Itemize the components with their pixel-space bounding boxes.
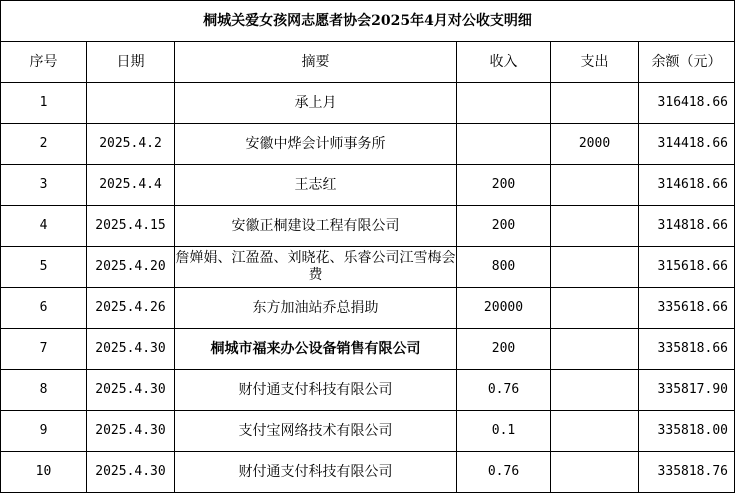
cell-no: 3 <box>1 165 87 206</box>
cell-no: 5 <box>1 247 87 288</box>
cell-expense <box>551 288 639 329</box>
cell-income: 200 <box>457 206 551 247</box>
cell-date: 2025.4.30 <box>87 370 175 411</box>
table-title: 桐城关爱女孩网志愿者协会2025年4月对公收支明细 <box>1 1 735 42</box>
cell-expense <box>551 247 639 288</box>
cell-date: 2025.4.2 <box>87 124 175 165</box>
cell-income <box>457 124 551 165</box>
title-row <box>1 1 735 42</box>
cell-expense <box>551 411 639 452</box>
cell-summary: 桐城市福来办公设备销售有限公司 <box>175 329 457 370</box>
cell-summary: 承上月 <box>175 83 457 124</box>
cell-expense <box>551 452 639 493</box>
cell-no: 2 <box>1 124 87 165</box>
cell-summary: 财付通支付科技有限公司 <box>175 452 457 493</box>
cell-no: 1 <box>1 83 87 124</box>
table-row <box>1 411 735 452</box>
cell-income: 800 <box>457 247 551 288</box>
table-row <box>1 247 735 288</box>
cell-balance: 335618.66 <box>639 288 735 329</box>
cell-no: 7 <box>1 329 87 370</box>
cell-date: 2025.4.30 <box>87 329 175 370</box>
cell-expense <box>551 206 639 247</box>
cell-income: 0.1 <box>457 411 551 452</box>
cell-no: 8 <box>1 370 87 411</box>
cell-balance: 314818.66 <box>639 206 735 247</box>
cell-income: 0.76 <box>457 370 551 411</box>
cell-balance: 314418.66 <box>639 124 735 165</box>
col-header-income: 收入 <box>457 42 551 83</box>
cell-income: 20000 <box>457 288 551 329</box>
cell-income: 200 <box>457 329 551 370</box>
cell-balance: 314618.66 <box>639 165 735 206</box>
table-row <box>1 329 735 370</box>
cell-balance: 335817.90 <box>639 370 735 411</box>
table-row <box>1 288 735 329</box>
cell-balance: 316418.66 <box>639 83 735 124</box>
cell-date: 2025.4.30 <box>87 411 175 452</box>
cell-date: 2025.4.4 <box>87 165 175 206</box>
cell-expense <box>551 165 639 206</box>
cell-date <box>87 83 175 124</box>
cell-no: 10 <box>1 452 87 493</box>
cell-date: 2025.4.26 <box>87 288 175 329</box>
cell-balance: 315618.66 <box>639 247 735 288</box>
cell-balance: 335818.66 <box>639 329 735 370</box>
cell-income <box>457 83 551 124</box>
col-header-date: 日期 <box>87 42 175 83</box>
cell-summary: 詹婵娟、江盈盈、刘晓花、乐睿公司江雪梅会费 <box>175 247 457 288</box>
cell-summary: 安徽正桐建设工程有限公司 <box>175 206 457 247</box>
col-header-expense: 支出 <box>551 42 639 83</box>
cell-expense: 2000 <box>551 124 639 165</box>
col-header-no: 序号 <box>1 42 87 83</box>
cell-summary: 支付宝网络技术有限公司 <box>175 411 457 452</box>
cell-income: 0.76 <box>457 452 551 493</box>
cell-income: 200 <box>457 165 551 206</box>
cell-date: 2025.4.20 <box>87 247 175 288</box>
table-row <box>1 83 735 124</box>
cell-summary: 安徽中烨会计师事务所 <box>175 124 457 165</box>
col-header-summary: 摘要 <box>175 42 457 83</box>
cell-date: 2025.4.15 <box>87 206 175 247</box>
cell-balance: 335818.00 <box>639 411 735 452</box>
table-row <box>1 165 735 206</box>
header-row <box>1 42 735 83</box>
cell-expense <box>551 83 639 124</box>
cell-balance: 335818.76 <box>639 452 735 493</box>
col-header-balance: 余额（元） <box>639 42 735 83</box>
cell-no: 4 <box>1 206 87 247</box>
cell-expense <box>551 370 639 411</box>
table-row <box>1 452 735 493</box>
table-row <box>1 206 735 247</box>
cell-no: 6 <box>1 288 87 329</box>
cell-date: 2025.4.30 <box>87 452 175 493</box>
table-row <box>1 124 735 165</box>
cell-summary: 东方加油站乔总捐助 <box>175 288 457 329</box>
cell-expense <box>551 329 639 370</box>
cell-summary: 财付通支付科技有限公司 <box>175 370 457 411</box>
table-row <box>1 370 735 411</box>
cell-summary: 王志红 <box>175 165 457 206</box>
cell-no: 9 <box>1 411 87 452</box>
